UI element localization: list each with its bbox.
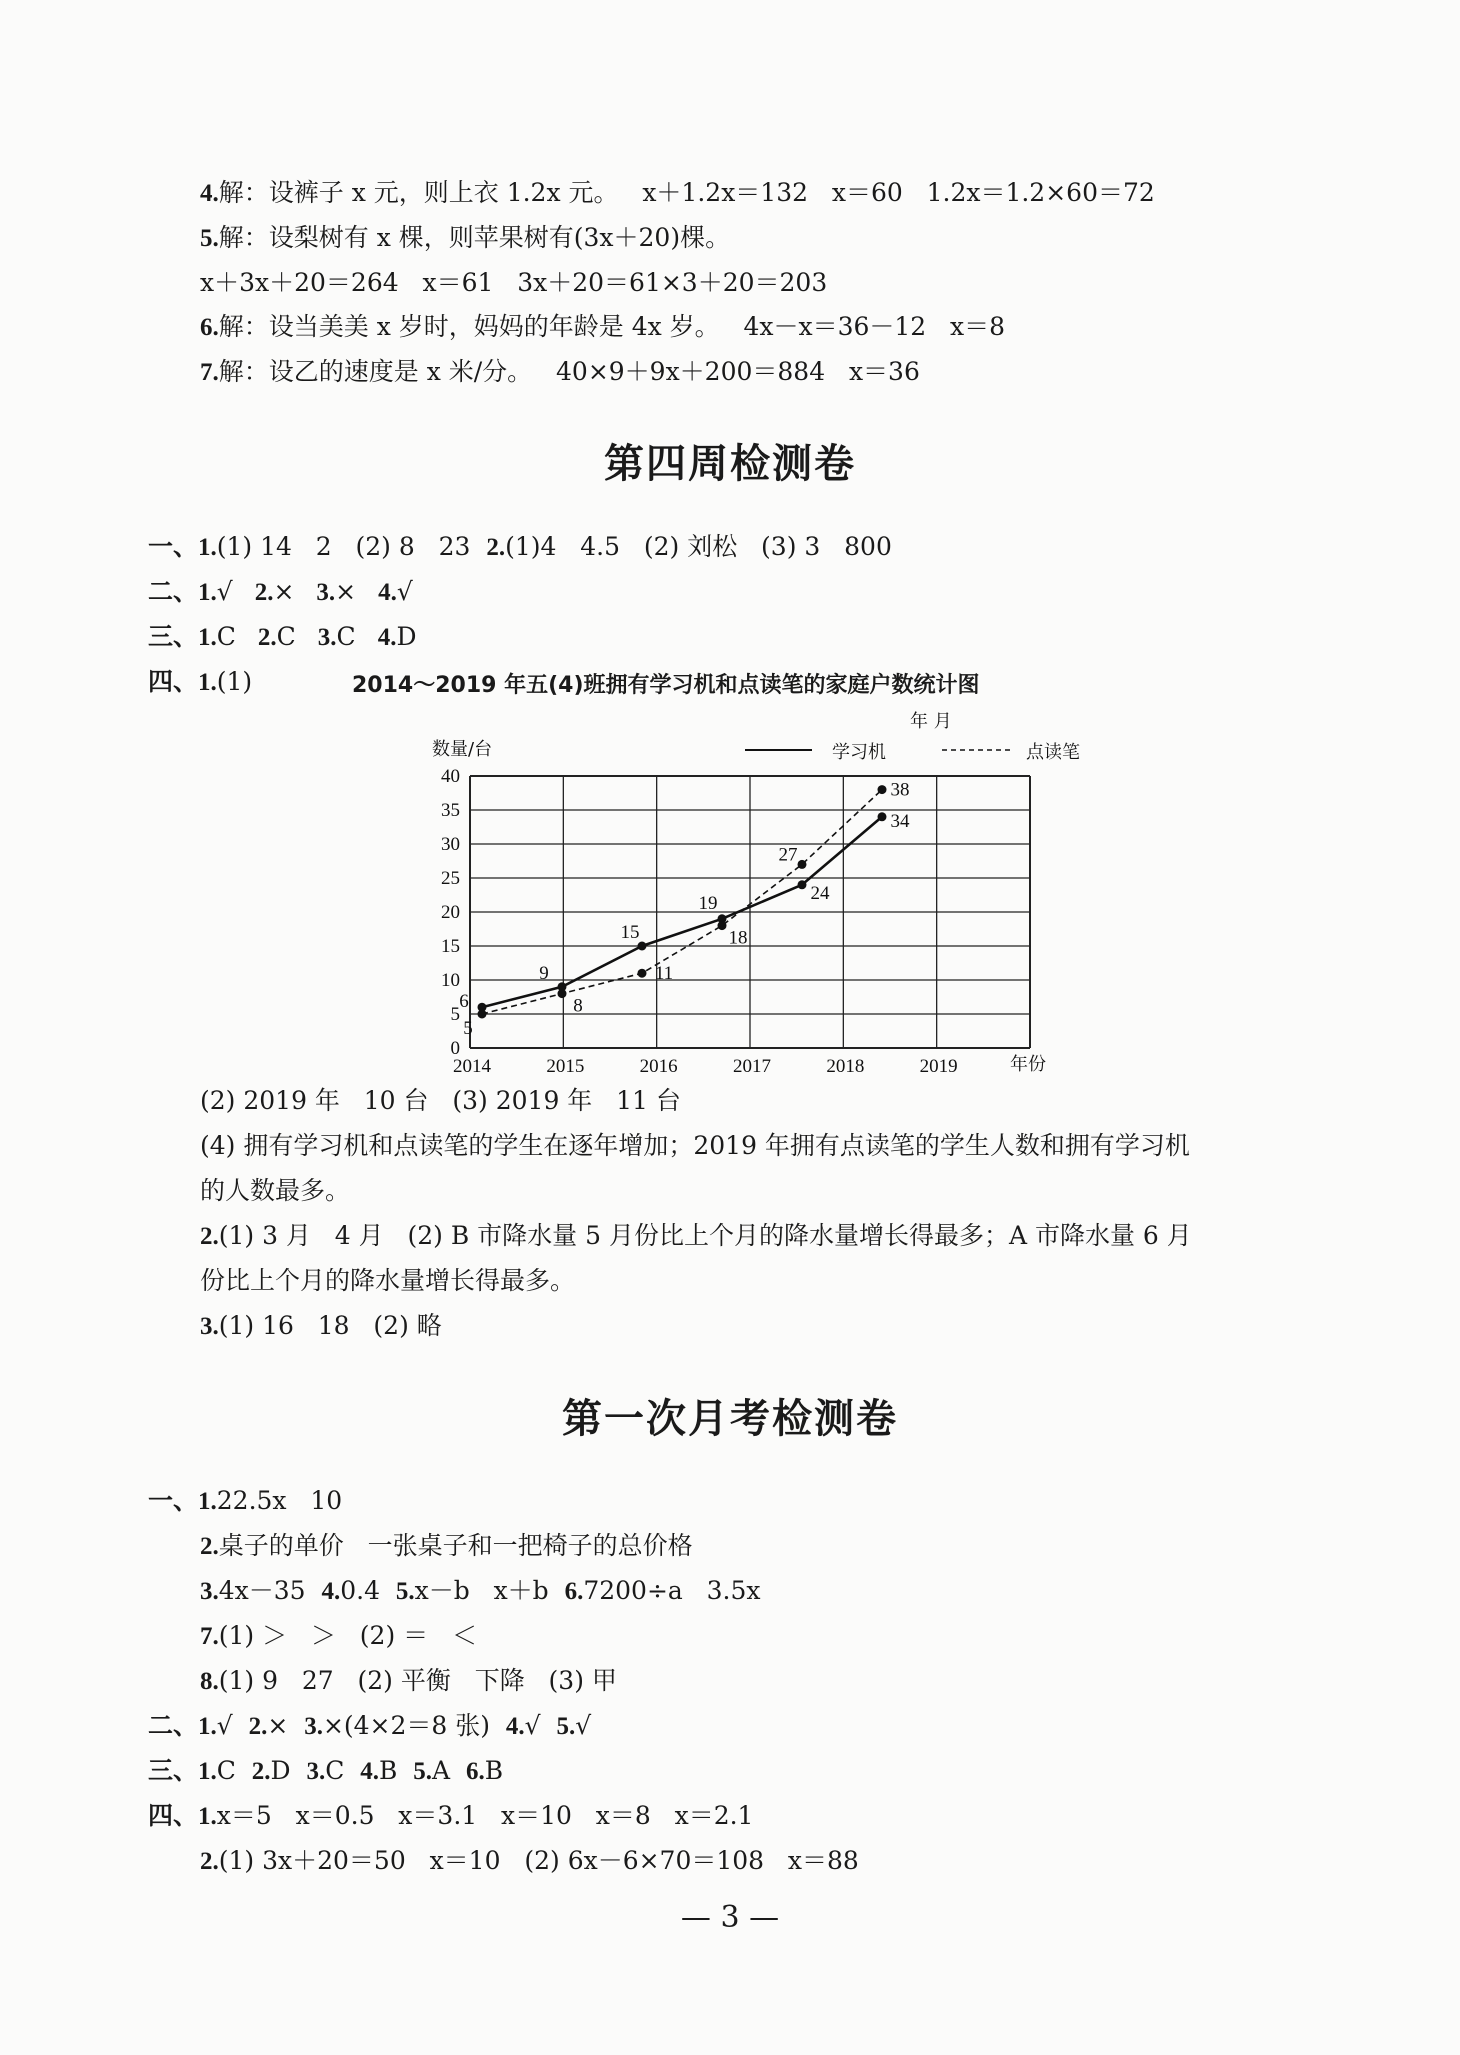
y-tick-30: 30 <box>441 834 460 855</box>
x-tick-2014: 2014 <box>453 1056 491 1077</box>
y-tick-25: 25 <box>441 868 460 889</box>
week4-answer-1-2-3: (2) 2019 年 10 台 (3) 2019 年 11 台 <box>200 1086 681 1115</box>
series-0-label-2017: 19 <box>698 892 718 914</box>
month-part1-2: 2.桌子的单价 一张桌子和一把椅子的总价格 <box>200 1531 693 1560</box>
series-0-label-2018: 24 <box>810 882 830 904</box>
month-part1-7: 7.(1) ＞ ＞ (2) ＝ ＜ <box>200 1621 477 1650</box>
series-0-label-2015: 9 <box>539 962 549 984</box>
x-tick-2017: 2017 <box>733 1056 771 1077</box>
chart-y-axis-label: 数量/台 <box>432 739 493 760</box>
chart-legend <box>745 742 1080 763</box>
week4-answer-3: 3.(1) 16 18 (2) 略 <box>200 1311 442 1340</box>
month-part1-1: 一、1.22.5x 10 <box>148 1486 343 1515</box>
month-part1-3-6: 3.4x－35 4.0.4 5.x－b x＋b 6.7200÷a 3.5x <box>200 1576 761 1605</box>
page-number: — 3 — <box>680 1900 780 1935</box>
month-part2: 二、1.√ 2.× 3.×(4×2＝8 张) 4.√ 5.√ <box>148 1711 592 1740</box>
week4-part3: 三、1.C 2.C 3.C 4.D <box>148 622 417 651</box>
series-1-point-2019 <box>878 785 887 794</box>
series-1-point-2015 <box>558 989 567 998</box>
month-part3: 三、1.C 2.D 3.C 4.B 5.A 6.B <box>148 1756 504 1785</box>
series-1-label-2016: 11 <box>654 963 674 985</box>
series-0-point-2018 <box>798 880 807 889</box>
month-part4-1: 四、1.x＝5 x＝0.5 x＝3.1 x＝10 x＝8 x＝2.1 <box>148 1801 754 1830</box>
answer-7: 7.解：设乙的速度是 x 米/分。 40×9＋9x＋200＝884 x＝36 <box>200 357 920 386</box>
week4-part4: 四、1.(1) <box>148 667 253 696</box>
week4-answer-2: 2.(1) 3 月 4 月 (2) B 市降水量 5 月份比上个月的降水量增长得最多；A 市降水量 6 月 <box>200 1221 1192 1250</box>
series-0-point-2019 <box>878 812 887 821</box>
series-1-label-2017: 18 <box>728 927 748 949</box>
answer-5: 5.解：设梨树有 x 棵，则苹果树有(3x＋20)棵。 <box>200 223 731 252</box>
series-1-label-2018: 27 <box>778 844 798 866</box>
week4-answer-1-4: (4) 拥有学习机和点读笔的学生在逐年增加；2019 年拥有点读笔的学生人数和拥有学习机 <box>200 1131 1190 1160</box>
x-tick-2016: 2016 <box>639 1056 678 1077</box>
x-tick-2019: 2019 <box>919 1056 958 1077</box>
y-tick-15: 15 <box>441 936 460 957</box>
answer-4: 4.解：设裤子 x 元，则上衣 1.2x 元。 x＋1.2x＝132 x＝60 1.2x＝1.2×60＝72 <box>200 178 1155 207</box>
series-1-label-2014: 5 <box>463 1018 473 1039</box>
section-title-week4: 第四周检测卷 <box>604 440 856 487</box>
series-1-label-2015: 8 <box>573 995 583 1017</box>
week4-answer-2-cont: 份比上个月的降水量增长得最多。 <box>200 1266 576 1295</box>
x-tick-2015: 2015 <box>546 1056 585 1077</box>
week4-answer-1-4-cont: 的人数最多。 <box>200 1176 351 1205</box>
chart-title: 2014～2019 年五(4)班拥有学习机和点读笔的家庭户数统计图 <box>352 673 980 698</box>
section-title-monthly: 第一次月考检测卷 <box>562 1395 898 1442</box>
legend-label-study-machine: 学习机 <box>832 742 886 763</box>
week4-part2: 二、1.√ 2.× 3.× 4.√ <box>148 577 413 606</box>
series-1-point-2014 <box>478 1010 487 1019</box>
series-1-point-2016 <box>638 969 647 978</box>
answer-6: 6.解：设当美美 x 岁时，妈妈的年龄是 4x 岁。 4x－x＝36－12 x＝8 <box>200 312 1006 341</box>
y-tick-5: 5 <box>450 1004 460 1025</box>
y-tick-0: 0 <box>450 1038 460 1059</box>
month-part4-2: 2.(1) 3x＋20＝50 x＝10 (2) 6x－6×70＝108 x＝88 <box>200 1846 859 1875</box>
y-tick-10: 10 <box>441 970 460 991</box>
legend-label-reading-pen: 点读笔 <box>1026 742 1080 763</box>
series-1-label-2019: 38 <box>890 779 910 801</box>
x-tick-2018: 2018 <box>826 1056 865 1077</box>
y-tick-35: 35 <box>441 800 460 821</box>
week4-part1: 一、1.(1) 14 2 (2) 8 23 2.(1)4 4.5 (2) 刘松 (3) 3 800 <box>148 532 892 561</box>
chart-x-axis-label: 年份 <box>1010 1054 1046 1075</box>
y-tick-20: 20 <box>441 902 460 923</box>
month-part1-8: 8.(1) 9 27 (2) 平衡 下降 (3) 甲 <box>200 1666 617 1695</box>
series-1-point-2017 <box>718 921 727 930</box>
series-0-label-2019: 34 <box>890 810 910 832</box>
answer-5-equation: x＋3x＋20＝264 x＝61 3x＋20＝61×3＋20＝203 <box>200 268 828 297</box>
chart-date-label: 年 月 <box>910 711 952 732</box>
series-0-label-2016: 15 <box>620 922 640 943</box>
series-1-point-2018 <box>798 860 807 869</box>
series-0-label-2014: 6 <box>459 991 469 1013</box>
y-tick-40: 40 <box>441 766 460 787</box>
